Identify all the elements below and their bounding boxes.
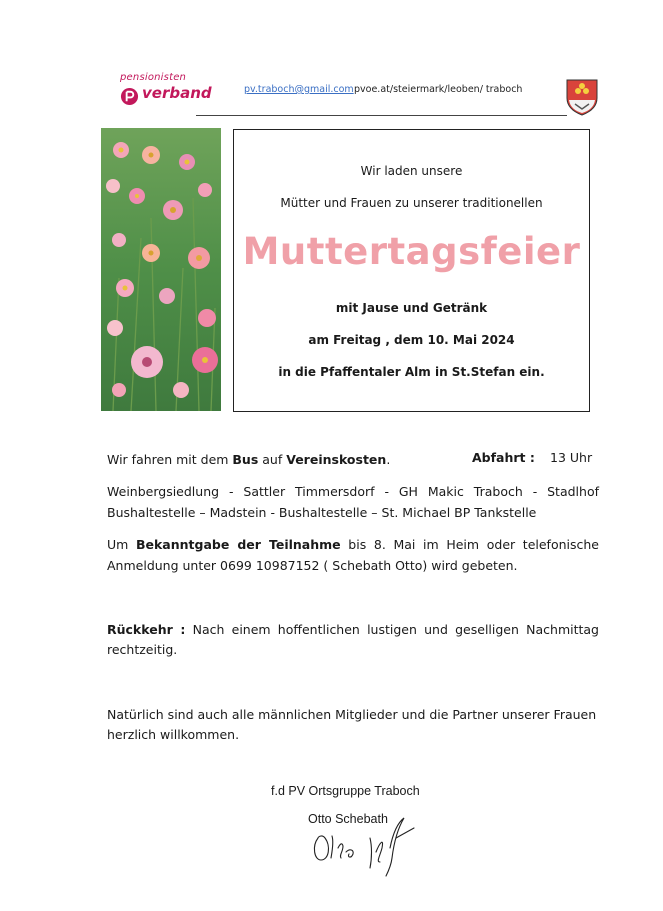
event-location: in die Pfaffentaler Alm in St.Stefan ein. — [278, 365, 545, 379]
registration-bold: Bekanntgabe der Teilnahme — [135, 537, 341, 552]
closing-line-1: Natürlich sind auch alle männlichen Mitglieder und die Partner unserer Frauen — [107, 707, 597, 722]
route-line-2: Bushaltestelle – Madstein - Bushaltestelle – St. Michael BP Tankstelle — [107, 505, 537, 520]
return-line-2: rechtzeitig. — [107, 642, 178, 657]
event-headline: Muttertagsfeier — [242, 230, 581, 273]
coat-of-arms-icon — [565, 78, 599, 116]
registration-text-pre: Um — [107, 537, 136, 552]
cost-label: Vereinskosten — [286, 452, 387, 467]
departure-label: Abfahrt : — [472, 450, 535, 465]
return-label: Rückkehr : — [107, 622, 186, 637]
bus-label: Bus — [232, 452, 259, 467]
pensionistenverband-logo — [116, 72, 212, 112]
flower-meadow-image — [101, 128, 221, 411]
registration-text-post: bis 8. Mai im Heim oder telefonische — [340, 537, 599, 552]
travel-text-pre: Wir fahren mit dem — [107, 452, 233, 467]
registration-line-2: Anmeldung unter 0699 10987152 ( Schebath Otto) wird gebeten. — [107, 558, 518, 573]
website-text: pvoe.at/steiermark/leoben/ traboch — [354, 84, 523, 95]
logo-top-text: pensionisten — [120, 72, 187, 83]
email-link[interactable]: pv.traboch@gmail.com — [244, 84, 354, 95]
closing-line-2: herzlich willkommen. — [107, 727, 240, 742]
intro-line-1: Wir laden unsere — [360, 164, 463, 178]
travel-text-end: . — [386, 452, 391, 467]
detail-line-1: mit Jause und Getränk — [335, 301, 488, 315]
signature-group: f.d PV Ortsgruppe Traboch — [271, 784, 420, 798]
handwritten-signature-icon — [304, 808, 424, 883]
event-date: am Freitag , dem 10. Mai 2024 — [308, 333, 515, 347]
route-line-1: Weinbergsiedlung - Sattler Timmersdorf - GH Makic Traboch - Stadlhof — [107, 484, 599, 499]
travel-text-mid: auf — [258, 452, 287, 467]
intro-line-2: Mütter und Frauen zu unserer traditionellen — [280, 196, 543, 210]
header-divider — [196, 115, 567, 116]
registration-line-1 — [107, 535, 599, 555]
signature-name: Otto Schebath — [308, 812, 388, 826]
departure-time: 13 Uhr — [550, 450, 593, 465]
logo-mark-icon — [120, 87, 139, 106]
invitation-box — [233, 129, 590, 412]
logo-bottom-text: verband — [142, 84, 212, 102]
return-text: Nach einem hoffentlichen lustigen und geselligen Nachmittag — [185, 622, 599, 637]
return-line-1 — [107, 620, 599, 640]
